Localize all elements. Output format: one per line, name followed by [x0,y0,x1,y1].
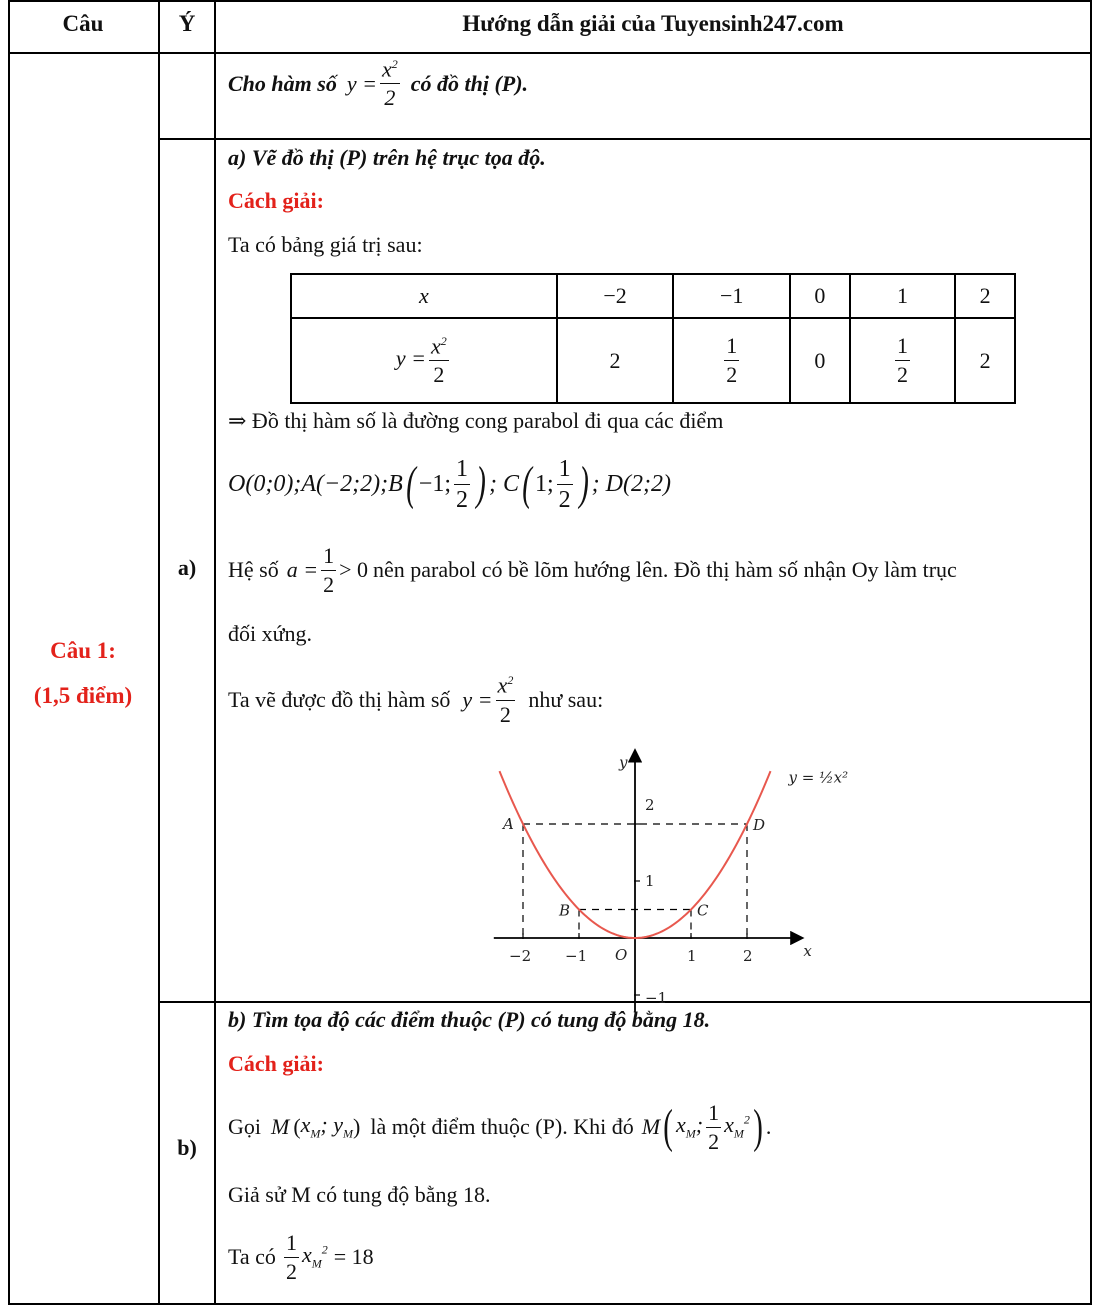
draw-sup: 2 [507,673,514,688]
x-axis-label: x [803,942,812,960]
part-b-prefix: Gọi [228,1113,261,1139]
header-cau: Câu [62,11,104,36]
point-c-int: 1; [534,470,554,497]
curve-label: y = ½x² [788,768,849,787]
table-y-frac-den: 2 [896,362,908,387]
question-points: (1,5 điểm) [33,683,133,708]
y-tick-label: 2 [645,796,655,814]
x-tick-label: −1 [565,947,588,965]
draw-suffix: như sau: [528,686,604,712]
y-tick-label: −1 [645,989,668,1007]
part-b-method: Cách giải: [228,1051,324,1076]
origin-label: O [615,946,628,964]
table-x-value: −1 [673,274,790,318]
intro-sup: 2 [391,57,398,71]
part-b-title: b) Tìm tọa độ các điểm thuộc (P) có tung độ bằng 18. [228,1007,711,1032]
part-b-eq: = 18 [333,1243,374,1269]
part-b-line3-prefix: Ta có [228,1243,276,1269]
table-x-label: x [291,274,557,318]
row-divider-parts [158,1001,1091,1003]
table-right-border [1090,0,1092,1305]
coef-line-2: đối xứng. [228,621,313,646]
parabola-graph [455,752,855,1007]
table-y-value: 2 [955,318,1015,403]
header-bottom-border [8,52,1091,54]
table-y-frac-num: 1 [724,335,739,361]
x-tick-label: 2 [743,947,753,965]
coef-a: a = [286,556,319,582]
header-guide: Hướng dẫn giải của Tuyensinh247.com [462,11,844,36]
table-intro: Ta có bảng giá trị sau: [228,232,423,257]
points-list: O(0;0); A(−2;2); B ( −1; $\frac{1}{2}$ ) ; C ( 1; $\frac{1}{2}$ ) ; D(2;2) [228,455,671,513]
coef-line [228,542,957,598]
table-bottom-border [8,1303,1091,1305]
conclusion-line: ⇒ Đồ thị hàm số là đường cong parabol đi qua các điểm [228,408,724,433]
table-y-sup: 2 [440,333,447,348]
table-y-prefix: y = [395,345,427,371]
part-a-method: Cách giải: [228,188,324,213]
part-a-title: a) Vẽ đồ thị (P) trên hệ trục tọa độ. [228,145,546,170]
point-b-num: 1 [454,457,470,485]
col-divider-1 [158,0,160,1305]
coef-after: > 0 [339,556,368,582]
part-b-eq-den: 2 [285,1258,297,1284]
intro-statement [228,58,528,109]
coef-den: 2 [323,571,335,597]
coef-num: 1 [321,545,336,571]
part-b-line3: Ta có $\frac{1}{2}$ $x_M^2$ = 18 [228,1229,374,1284]
point-c-prefix: C [502,470,519,497]
part-b-num: 1 [706,1102,721,1128]
coef-prefix: Hệ số [228,556,279,582]
table-y-value [850,318,956,403]
draw-den: 2 [499,701,511,727]
point-label-a: A [503,815,514,833]
intro-den: 2 [384,85,396,111]
header-y: Ý [178,11,196,36]
table-y-value: 2 [557,318,674,403]
table-top-border [8,0,1091,2]
draw-num: x [497,672,508,698]
table-y-den: 2 [433,362,445,388]
part-b-label: b) [177,1135,197,1160]
table-y-label [291,318,557,403]
part-b-line1: Gọi M ( $x_M$; $y_M$ ) là một điểm thuộc (P). Khi đó M ( $x_M$; $\frac{1}{2}$ $x_M^2$ ) . [228,1099,772,1154]
intro-prefix: Cho hàm số [228,70,337,96]
part-b-mid: là một điểm thuộc (P). Khi đó [370,1113,634,1139]
table-x-value: 2 [955,274,1015,318]
table-x-value: 1 [850,274,956,318]
question-label: Câu 1: [50,638,116,663]
point-b-prefix: B [388,470,403,497]
draw-prefix: Ta vẽ được đồ thị hàm số [228,686,451,712]
point-b-den: 2 [456,486,468,513]
part-b-den: 2 [708,1128,720,1154]
point-label-d: D [753,816,766,834]
row-divider-intro [158,138,1091,140]
point-b-int: −1; [418,470,451,497]
table-y-frac-den: 2 [726,362,738,387]
x-tick-label: −2 [509,947,532,965]
point-d: D(2;2) [605,470,671,497]
table-y-value: 0 [790,318,850,403]
coef-text: nên parabol có bề lõm hướng lên. Đồ thị hàm số nhận Oy làm trục [373,556,957,582]
point-c-num: 1 [557,457,573,485]
draw-line [228,670,603,730]
point-a: A(−2;2); [301,470,389,497]
col-divider-2 [214,0,216,1305]
table-y-frac-num: 1 [895,335,910,361]
part-b-eq-num: 1 [284,1232,299,1258]
point-label-c: C [697,901,709,920]
point-o: O(0;0); [228,470,302,497]
intro-y: y = [346,70,377,96]
table-y-num: x [431,333,441,359]
part-a-label: a) [177,555,197,580]
y-tick-label: 1 [645,872,655,890]
x-tick-label: 1 [687,947,697,965]
table-x-value: −2 [557,274,674,318]
intro-num: x [381,56,392,82]
point-label-b: B [559,901,571,920]
y-axis-label: y [619,753,628,772]
draw-y: y = [462,686,493,712]
part-b-line2: Giả sử M có tung độ bằng 18. [228,1182,491,1207]
point-c-den: 2 [558,486,571,513]
table-x-value: 0 [790,274,850,318]
intro-fraction [380,58,400,109]
value-table [290,273,1016,404]
intro-suffix: có đồ thị (P). [410,70,529,96]
table-y-value [673,318,790,403]
